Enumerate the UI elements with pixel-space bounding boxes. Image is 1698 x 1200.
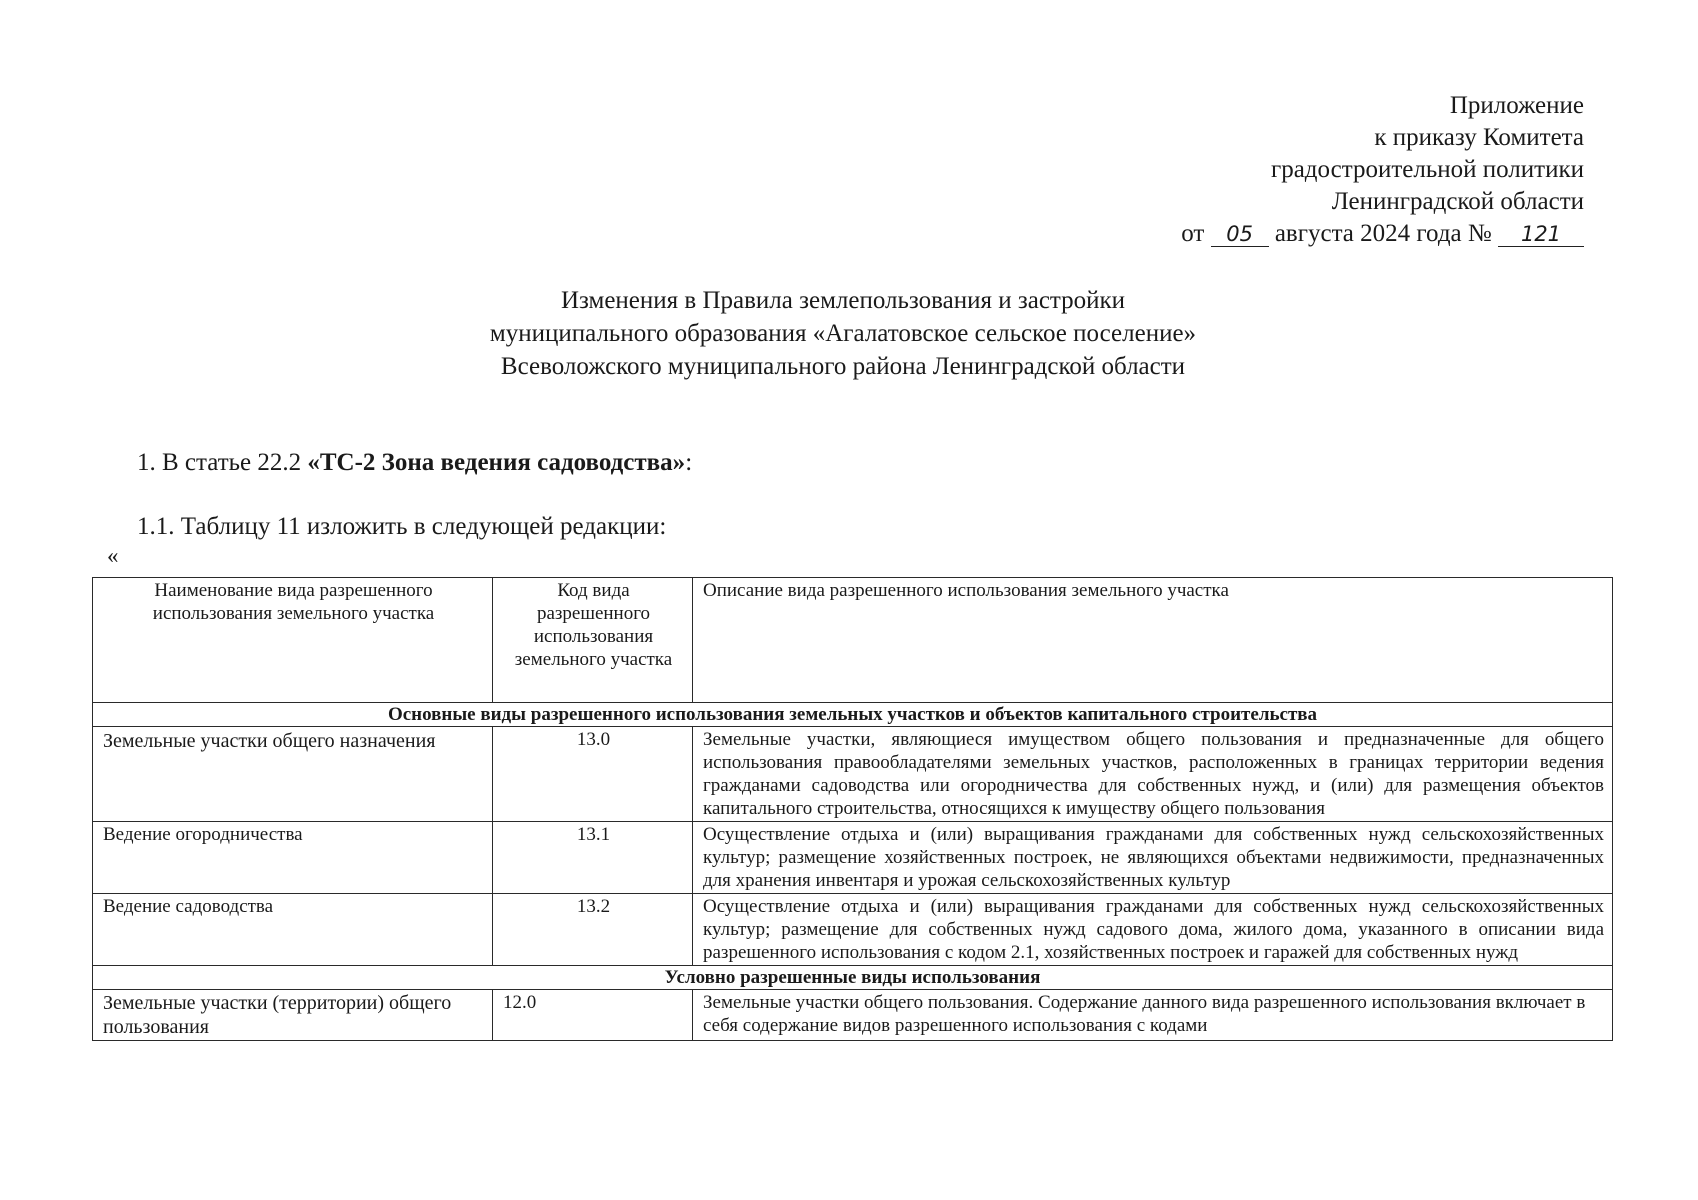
header-description: Описание вида разрешенного использования земельного участка xyxy=(693,578,1613,703)
row-description: Осуществление отдыха и (или) выращивания гражданами для собственных нужд сельскохозяйственных культур; размещение для собственных нужд садового дома, жилого дома, указанного в описании вида разрешенного использования с кодом 2.1, хозяйственных построек и гаражей для собственных нужд xyxy=(693,894,1613,966)
table-header-row xyxy=(93,578,1613,703)
row-code: 12.0 xyxy=(493,990,693,1041)
document-title xyxy=(0,284,1698,383)
appendix-title: Приложение xyxy=(1449,92,1584,119)
row-name: Земельные участки (территории) общего пользования xyxy=(93,990,493,1041)
row-name: Ведение огородничества xyxy=(93,822,493,894)
section-1-heading xyxy=(137,448,692,478)
appendix-committee: градостроительной политики xyxy=(1270,156,1584,183)
row-description: Осуществление отдыха и (или) выращивания гражданами для собственных нужд сельскохозяйственных культур; размещение хозяйственных построек, не являющихся объектами недвижимости, предназначенных для хранения инвентаря и урожая сельскохозяйственных культур xyxy=(693,822,1613,894)
title-line-1: Изменения в Правила землепользования и застройки xyxy=(560,287,1126,314)
row-code: 13.0 xyxy=(493,727,693,822)
row-code: 13.1 xyxy=(493,822,693,894)
row-description: Земельные участки общего пользования. Содержание данного вида разрешенного использования включает в себя содержание видов разрешенного использования с кодами xyxy=(693,990,1613,1041)
order-number-handwritten: 121 xyxy=(1498,222,1584,247)
group-row-conditional xyxy=(93,966,1613,990)
table-row xyxy=(93,727,1613,822)
row-name: Земельные участки общего назначения xyxy=(93,727,493,822)
appendix-region: Ленинградской области xyxy=(1331,188,1584,215)
title-line-3: Всеволожского муниципального района Ленинградской области xyxy=(500,353,1186,380)
table-row xyxy=(93,894,1613,966)
land-use-table xyxy=(92,577,1613,1041)
row-code: 13.2 xyxy=(493,894,693,966)
group-main-label: Основные виды разрешенного использования земельных участков и объектов капитального строительства xyxy=(93,703,1613,727)
appendix-header xyxy=(1181,90,1584,250)
date-rest: августа 2024 года № xyxy=(1274,220,1492,247)
section-1-suffix: : xyxy=(685,449,693,476)
group-row-main xyxy=(93,703,1613,727)
section-1-zone-name: «ТС-2 Зона ведения садоводства» xyxy=(307,449,686,476)
header-code: Код вида разрешенного использования земельного участка xyxy=(493,578,693,703)
appendix-order-ref: к приказу Комитета xyxy=(1374,124,1584,151)
row-description: Земельные участки, являющиеся имуществом общего пользования и предназначенные для общего использования правообладателями земельных участков, расположенных в границах территории ведения гражданами садоводства или огородничества для собственных нужд, и (или) для размещения объектов капитального строительства, относящихся к имуществу общего пользования xyxy=(693,727,1613,822)
table-row xyxy=(93,990,1613,1041)
open-quote-mark: « xyxy=(107,543,119,568)
header-name: Наименование вида разрешенного использования земельного участка xyxy=(93,578,493,703)
table-row xyxy=(93,822,1613,894)
date-prefix: от xyxy=(1181,220,1205,247)
appendix-date-line xyxy=(1181,218,1584,250)
row-name: Ведение садоводства xyxy=(93,894,493,966)
date-day-handwritten: 05 xyxy=(1211,222,1269,247)
title-line-2: муниципального образования «Агалатовское сельское поселение» xyxy=(489,320,1197,347)
section-1-1-heading: 1.1. Таблицу 11 изложить в следующей редакции: xyxy=(137,513,667,540)
group-conditional-label: Условно разрешенные виды использования xyxy=(93,966,1613,990)
section-1-prefix: 1. В статье 22.2 xyxy=(137,449,308,476)
